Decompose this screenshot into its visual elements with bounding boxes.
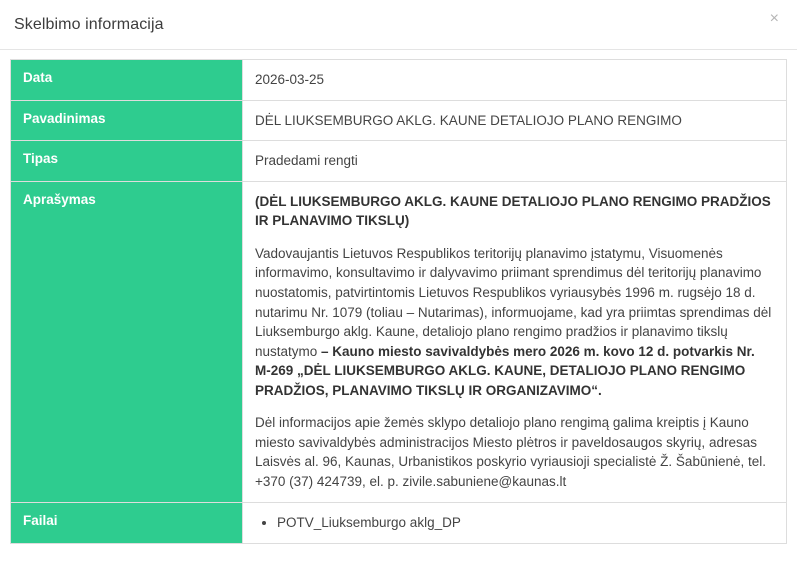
table-row (11, 60, 787, 101)
row-label-type: Tipas (11, 141, 243, 182)
row-value-files (243, 502, 787, 543)
description-paragraph-1-text: Vadovaujantis Lietuvos Respublikos teritorijų planavimo įstatymu, Visuomenės informavimo, konsultavimo ir dalyvavimo priimant sprendimus dėl teritorijų planavimo nuostatomis, patvirtintomis Lietuvos Respublikos vyriausybės 1996 m. rugsėjo 18 d. nutarimu Nr. 1079 (toliau – Nutarimas), informuojame, kad yra priimtas sprendimas dėl Liuksemburgo aklg. Kaune, detaliojo plano rengimo pradžios ir planavimo tikslų nustatymo (255, 245, 772, 359)
modal-body (0, 50, 797, 567)
table-row (11, 100, 787, 141)
announcement-details-table (10, 59, 787, 544)
table-row (11, 502, 787, 543)
table-row (11, 181, 787, 502)
row-value-date: 2026-03-25 (243, 60, 787, 101)
table-row (11, 141, 787, 182)
page-title: Skelbimo informacija (14, 15, 164, 33)
row-value-type: Pradedami rengti (243, 141, 787, 182)
close-icon[interactable]: × (766, 9, 783, 29)
file-list (255, 513, 774, 533)
list-item (277, 513, 774, 533)
row-value-description (243, 181, 787, 502)
row-label-date: Data (11, 60, 243, 101)
modal-header (0, 0, 797, 50)
description-paragraph-2: Dėl informacijos apie žemės sklypo detaliojo plano rengimą galima kreiptis į Kauno miesto savivaldybės administracijos Miesto plėtros ir paveldosaugos skyrių, adresas Laisvės al. 96, Kaunas, Urbanistikos poskyrio vyriausioji specialistė Ž. Šabūnienė, tel. +370 (37) 424739, el. p. zivile.sabuniene@kaunas.lt (255, 415, 767, 489)
description-paragraph-1-emphasis: – Kauno miesto savivaldybės mero 2026 m. kovo 12 d. potvarkis Nr. M-269 „DĖL LIUKSEMBURGO AKLG. KAUNE, DETALIOJO PLANO RENGIMO PRADŽIOS, PLANAVIMO TIKSLŲ IR ORGANIZAVIMO“. (255, 343, 755, 398)
file-name[interactable]: POTV_Liuksemburgo aklg_DP (277, 514, 461, 530)
description-paragraph-1 (255, 244, 774, 401)
row-value-name: DĖL LIUKSEMBURGO AKLG. KAUNE DETALIOJO PLANO RENGIMO (243, 100, 787, 141)
row-label-description: Aprašymas (11, 181, 243, 502)
row-label-name: Pavadinimas (11, 100, 243, 141)
row-label-files: Failai (11, 502, 243, 543)
description-title: (DĖL LIUKSEMBURGO AKLG. KAUNE DETALIOJO PLANO RENGIMO PRADŽIOS IR PLANAVIMO TIKSLŲ) (255, 193, 771, 229)
